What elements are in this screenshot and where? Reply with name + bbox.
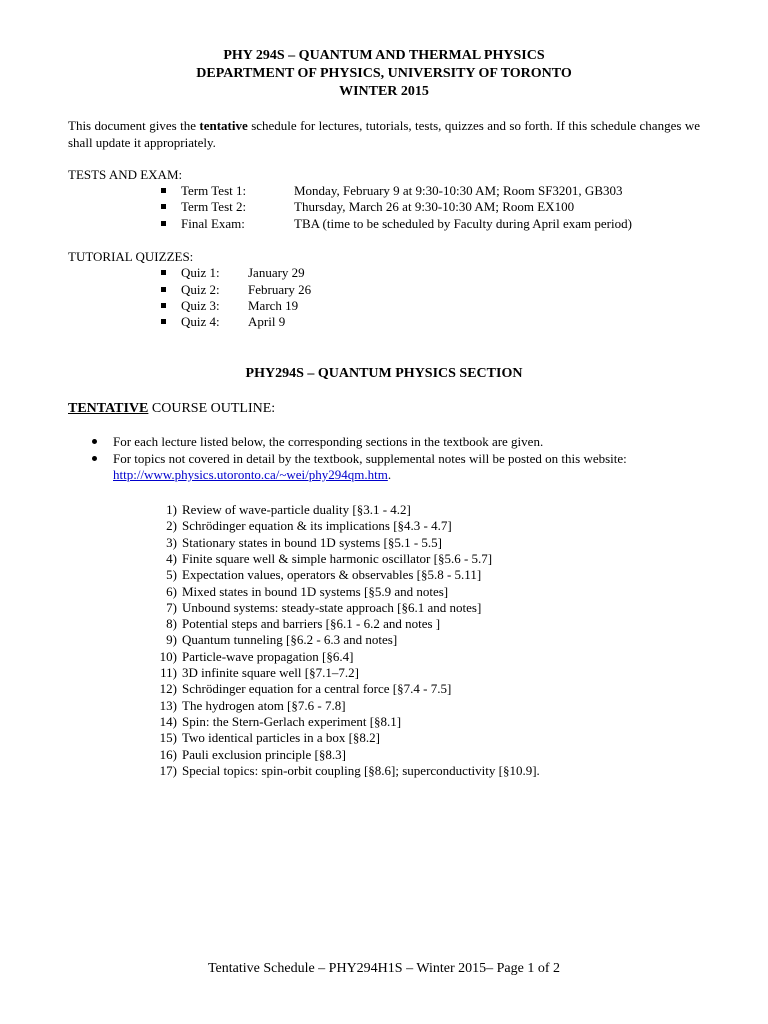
square-bullet-icon (161, 221, 166, 226)
lecture-number: 4) (166, 550, 177, 566)
lecture-title: Review of wave-particle duality [§3.1 - 4.2] (182, 502, 411, 517)
lecture-title: 3D infinite square well [§7.1–7.2] (182, 665, 359, 680)
lecture-number: 2) (166, 518, 177, 534)
quiz-date: March 19 (248, 298, 299, 313)
bullet-icon (92, 439, 97, 444)
lecture-number: 10) (159, 648, 177, 664)
lecture-number: 17) (159, 762, 177, 778)
square-bullet-icon (161, 319, 166, 324)
lecture-number: 15) (159, 730, 177, 746)
website-link-line (113, 467, 391, 483)
lecture-title: Finite square well & simple harmonic oscillator [§5.6 - 5.7] (182, 550, 493, 566)
outline-heading-rest: COURSE OUTLINE: (148, 401, 276, 416)
intro-text-after: schedule for lectures, tutorials, tests, quizzes and so forth. If this schedule changes we shall update it appropriately. (68, 118, 700, 150)
square-bullet-icon (161, 287, 166, 292)
quiz-date: January 29 (248, 265, 305, 280)
square-bullet-icon (161, 188, 166, 193)
test-value: Thursday, March 26 at 9:30-10:30 AM; Room EX100 (294, 199, 575, 214)
outline-emphasis: TENTATIVE (68, 401, 149, 416)
bullet-icon (92, 456, 97, 461)
square-bullet-icon (161, 270, 166, 275)
square-bullet-icon (161, 303, 166, 308)
lecture-number: 14) (159, 713, 177, 729)
lecture-number: 12) (159, 681, 177, 697)
test-label: Term Test 2: (181, 199, 247, 214)
lecture-title: Particle-wave propagation [§6.4] (182, 648, 354, 664)
lecture-title: The hydrogen atom [§7.6 - 7.8] (182, 697, 346, 713)
lecture-number: 9) (166, 632, 177, 648)
lecture-title: Schrödinger equation for a central force [§7.4 - 7.5] (182, 681, 452, 697)
test-value: Monday, February 9 at 9:30-10:30 AM; Room SF3201, GB303 (294, 183, 623, 198)
test-label: Term Test 1: (181, 183, 247, 198)
quiz-label: Quiz 2: (181, 282, 220, 297)
lecture-title: Spin: the Stern-Gerlach experiment [§8.1] (182, 713, 402, 729)
lecture-title: Special topics: spin-orbit coupling [§8.6]; superconductivity [§10.9]. (182, 762, 540, 778)
section-title: PHY294S – QUANTUM PHYSICS SECTION (245, 366, 523, 381)
intro-text-before: This document gives the (68, 118, 200, 133)
outline-heading (68, 401, 275, 417)
lecture-number: 5) (166, 567, 177, 583)
lecture-title: Quantum tunneling [§6.2 - 6.3 and notes] (182, 632, 398, 648)
course-website-link[interactable]: http://www.physics.utoronto.ca/~wei/phy294qm.htm (113, 467, 388, 482)
lecture-title: Stationary states in bound 1D systems [§5.1 - 5.5] (182, 534, 442, 550)
lecture-title: Unbound systems: steady-state approach [§6.1 and notes] (182, 599, 482, 615)
quiz-date: February 26 (248, 282, 312, 297)
lecture-number: 6) (166, 583, 177, 599)
intro-emphasis: tentative (199, 118, 248, 133)
quiz-label: Quiz 3: (181, 298, 220, 313)
lecture-title: Mixed states in bound 1D systems [§5.9 and notes] (182, 583, 449, 599)
lecture-number: 7) (166, 599, 177, 615)
lecture-title: Two identical particles in a box [§8.2] (182, 730, 381, 746)
intro-paragraph (68, 117, 700, 151)
note-lecture-sections: For each lecture listed below, the corresponding sections in the textbook are given. (113, 434, 544, 449)
lecture-number: 11) (160, 665, 177, 680)
lecture-number: 16) (159, 746, 177, 762)
square-bullet-icon (161, 204, 166, 209)
quiz-label: Quiz 1: (181, 265, 220, 280)
quizzes-heading: TUTORIAL QUIZZES: (68, 249, 194, 264)
page-footer: Tentative Schedule – PHY294H1S – Winter 2015– Page 1 of 2 (207, 961, 561, 976)
lecture-title: Expectation values, operators & observables [§5.8 - 5.11] (182, 567, 482, 583)
lecture-title: Schrödinger equation & its implications [§4.3 - 4.7] (182, 518, 452, 534)
lecture-number: 13) (159, 697, 177, 713)
note-supplemental: For topics not covered in detail by the textbook, supplemental notes will be posted on this website: (113, 451, 627, 466)
link-period: . (387, 467, 392, 482)
quiz-date: April 9 (248, 314, 286, 329)
department-title: DEPARTMENT OF PHYSICS, UNIVERSITY OF TORONTO (196, 66, 572, 81)
lecture-number: 3) (166, 534, 177, 550)
lecture-title: Pauli exclusion principle [§8.3] (182, 746, 346, 762)
lecture-title: Potential steps and barriers [§6.1 - 6.2 and notes ] (182, 616, 441, 632)
lecture-number: 1) (166, 502, 177, 517)
course-title: PHY 294S – QUANTUM AND THERMAL PHYSICS (223, 48, 545, 63)
test-value: TBA (time to be scheduled by Faculty during April exam period) (294, 216, 632, 231)
test-label: Final Exam: (181, 216, 245, 231)
lecture-number: 8) (166, 616, 177, 632)
term-title: WINTER 2015 (339, 84, 429, 99)
tests-heading: TESTS AND EXAM: (68, 167, 183, 182)
quiz-label: Quiz 4: (181, 314, 220, 329)
